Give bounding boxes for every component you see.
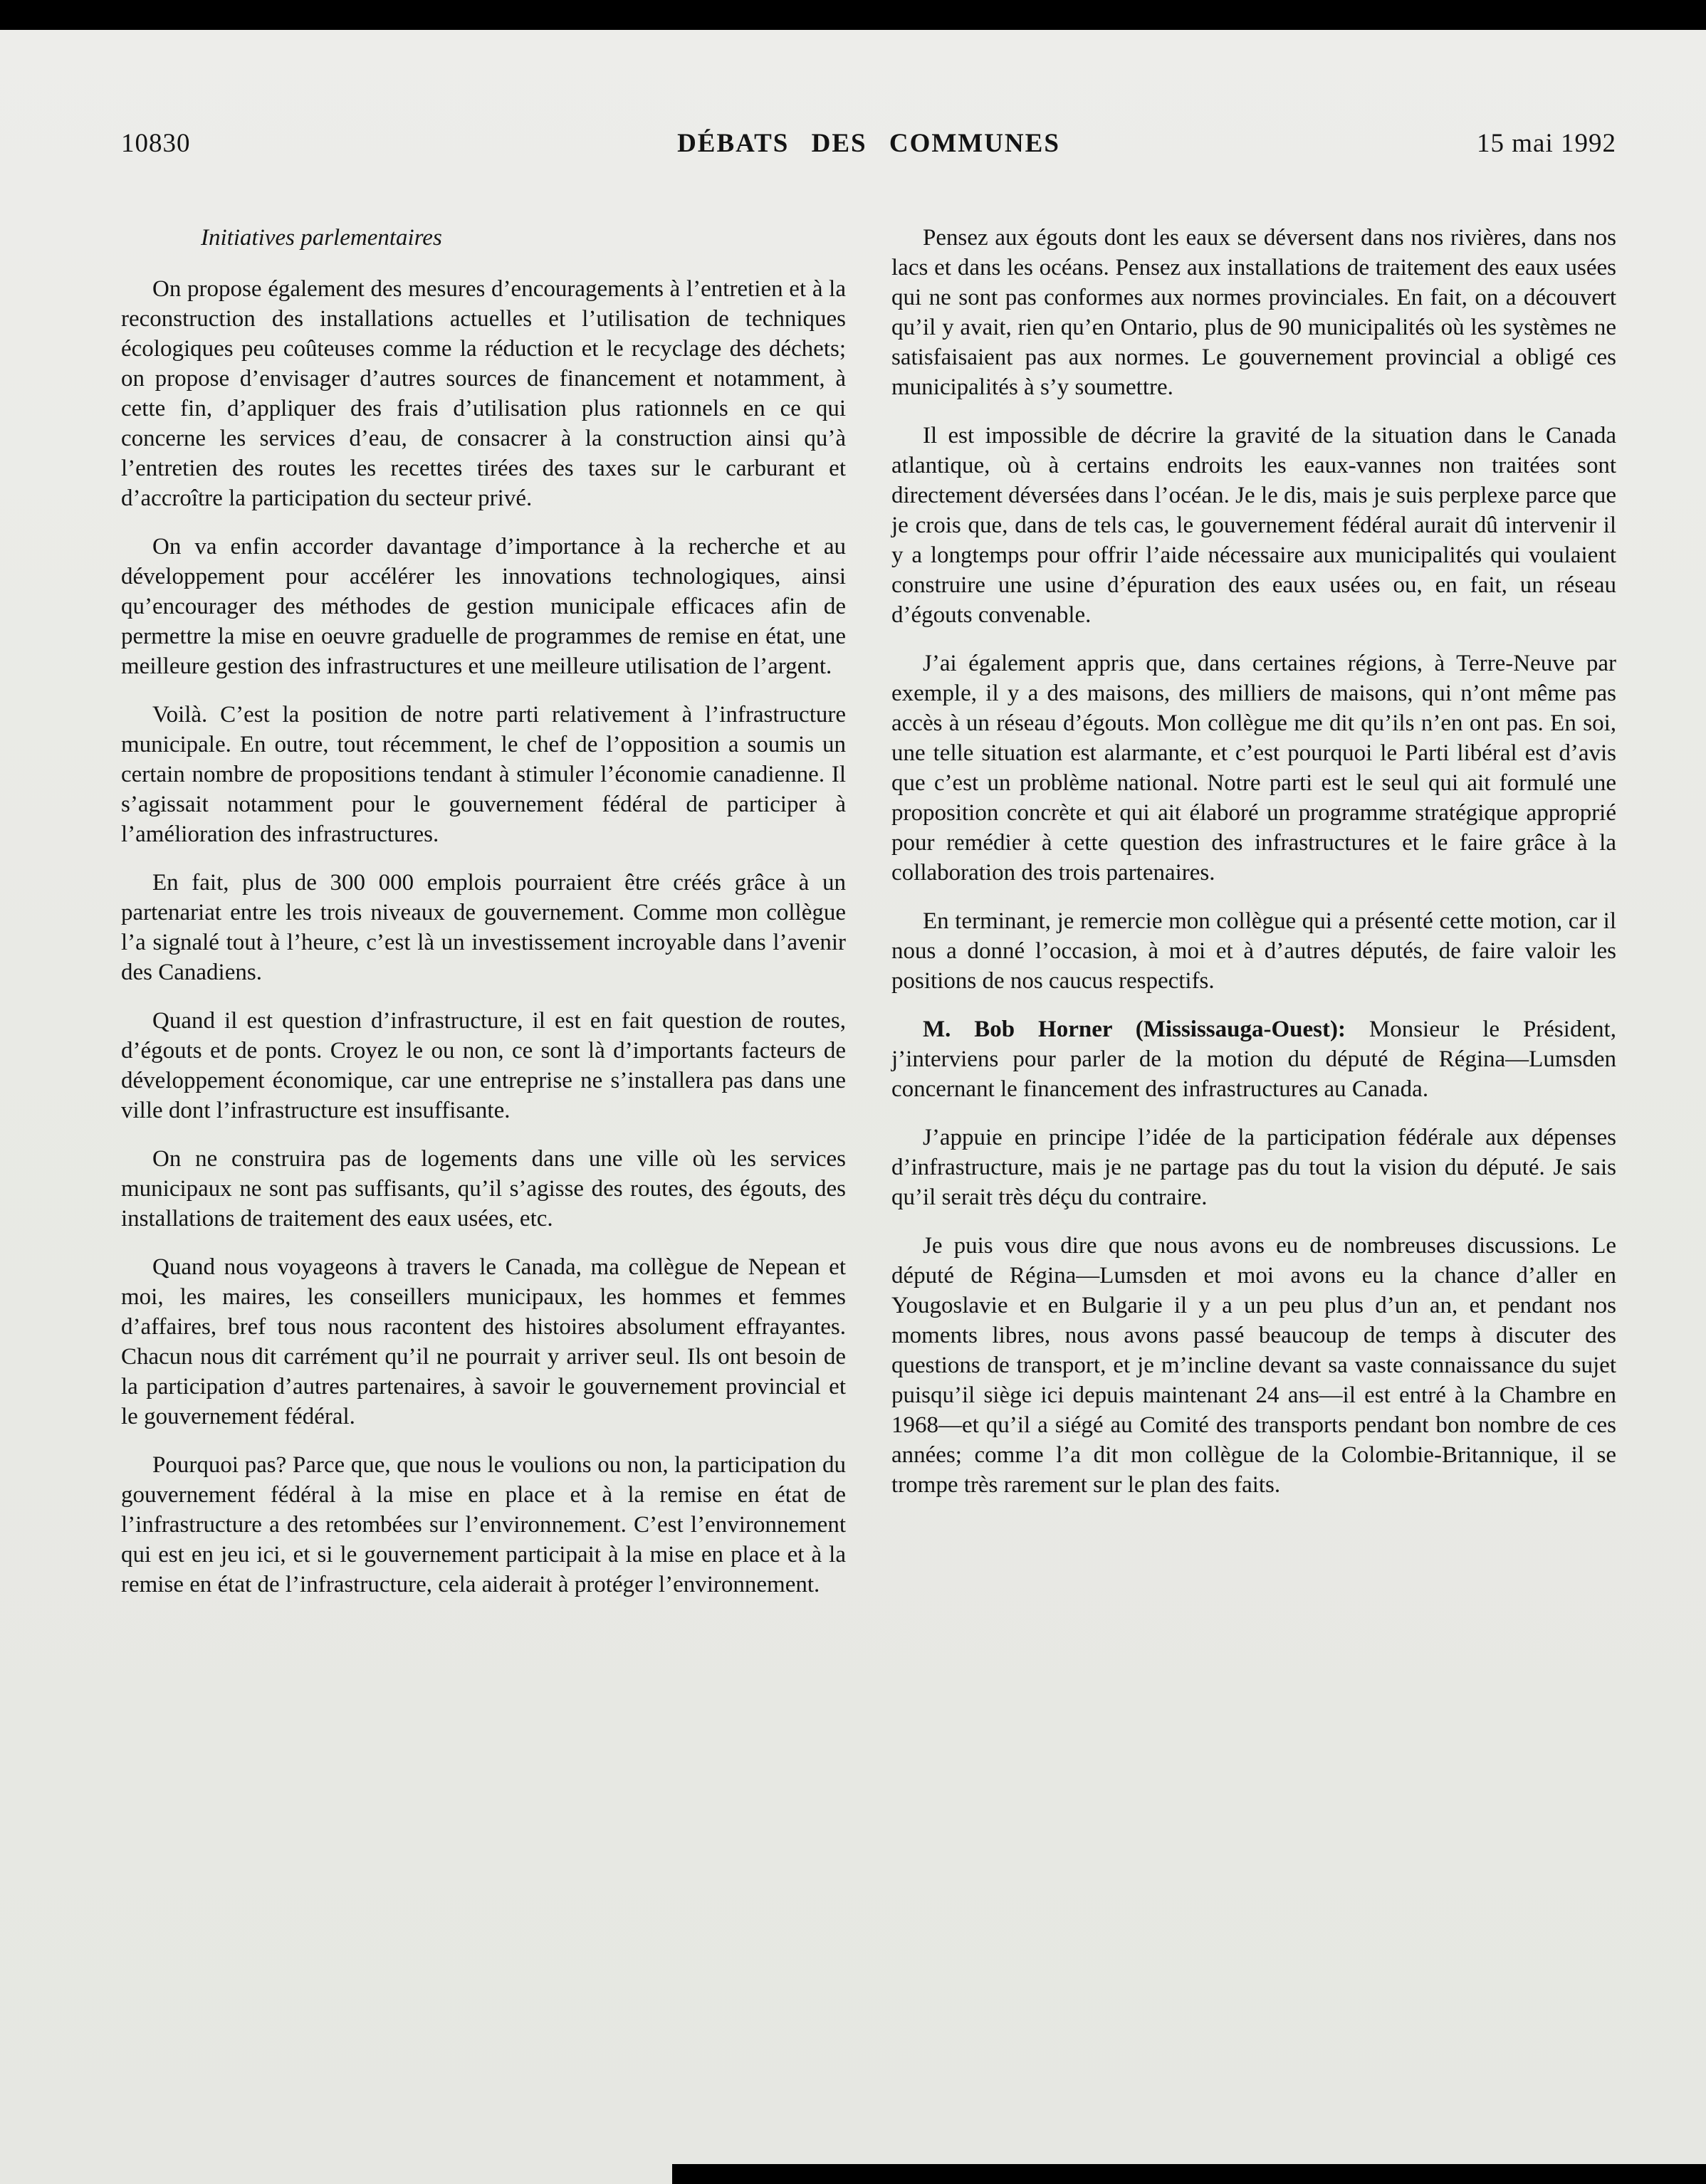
paragraph: Quand il est question d’infrastructure, il est en fait question de routes, d’égouts et de ponts. Croyez le ou non, ce sont là d’importants facteurs de développement économique, car une entreprise ne s’installera pas dans une ville dont l’infrastructure est insuffisante.	[121, 1007, 846, 1123]
speaker-name: M. Bob Horner (Mississauga-Ouest):	[923, 1016, 1346, 1042]
page-header	[121, 130, 1616, 159]
section-heading: Initiatives parlementaires	[201, 224, 442, 251]
paragraph: En fait, plus de 300 000 emplois pourraient être créés grâce à un partenariat entre les trois niveaux de gouvernement. Comme mon collègue l’a signalé tout à l’heure, c’est là un investissement incroyable dans l’avenir des Canadiens.	[121, 869, 846, 985]
right-column	[891, 223, 1616, 1618]
header-title: DÉBATS DES COMMUNES	[677, 129, 1060, 158]
left-column	[121, 223, 846, 1618]
paragraph: En terminant, je remercie mon collègue qui a présenté cette motion, car il nous a donné l’occasion, à moi et à d’autres députés, de faire valoir les positions de nos caucus respectifs.	[891, 908, 1616, 994]
paragraph: Je puis vous dire que nous avons eu de nombreuses discussions. Le député de Régina—Lumsden et moi avons eu la chance d’aller en Yougoslavie et en Bulgarie il y a un peu plus d’un an, et pendant nos moments libres, nous avons passé beaucoup de temps à discuter des questions de transport, et je m’incline devant sa vaste connaissance du sujet puisqu’il siège ici depuis maintenant 24 ans—il est entré à la Chambre en 1968—et qu’il a siégé au Comité des transports pendant bon nombre de ces années; comme l’a dit mon collègue de la Colombie-Britannique, il se trompe très rarement sur le plan des faits.	[891, 1232, 1616, 1498]
page-number: 10830	[121, 129, 191, 158]
paragraph: Il est impossible de décrire la gravité de la situation dans le Canada atlantique, où à certains endroits les eaux-vannes non traitées sont directement déversées dans l’océan. Je le dis, mais je suis perplexe parce que je crois que, dans de tels cas, le gouvernement fédéral aurait dû intervenir il y a longtemps pour offrir l’aide nécessaire aux municipalités qui voulaient construire une usine d’épuration des eaux usées ou, en fait, un réseau d’égouts convenable.	[891, 422, 1616, 628]
two-column-text	[121, 223, 1616, 1618]
paragraph: On va enfin accorder davantage d’importance à la recherche et au développement pour accélérer les innovations technologiques, ainsi qu’encourager des méthodes de gestion municipale efficaces afin de permettre la mise en oeuvre graduelle de programmes de remise en état, une meilleure gestion des infrastructures et une meilleure utilisation de l’argent.	[121, 533, 846, 679]
paragraph: J’ai également appris que, dans certaines régions, à Terre-Neuve par exemple, il y a des maisons, des milliers de maisons, qui n’ont même pas accès à un réseau d’égouts. Mon collègue me dit qu’ils n’en ont pas. En soi, une telle situation est alarmante, et c’est pourquoi le Parti libéral est d’avis que c’est un problème national. Notre parti est le seul qui ait formulé une proposition concrète et qui ait élaboré un programme stratégique approprié pour remédier à cette question des infrastructures et le faire grâce à la collaboration des trois partenaires.	[891, 650, 1616, 886]
speaker-text: Monsieur le Président, j’interviens pour parler de la motion du député de Régina—Lumsden concernant le financement des infrastructures au Canada.	[891, 1016, 1617, 1102]
paragraph: J’appuie en principe l’idée de la participation fédérale aux dépenses d’infrastructure, mais je ne partage pas du tout la vision du député. Je sais qu’il serait très déçu du contraire.	[891, 1124, 1616, 1210]
scan-border-bottom	[672, 2164, 1706, 2184]
paragraph: Pensez aux égouts dont les eaux se déversent dans nos rivières, dans nos lacs et dans les océans. Pensez aux installations de traitement des eaux usées qui ne sont pas conformes aux normes provinciales. En fait, on a découvert qu’il y avait, rien qu’en Ontario, plus de 90 municipalités où les systèmes ne satisfaisaient pas aux normes. Le gouvernement provincial a obligé ces municipalités à s’y soumettre.	[891, 224, 1616, 400]
speaker-paragraph	[891, 1014, 1616, 1104]
paragraph: On ne construira pas de logements dans une ville où les services municipaux ne sont pas suffisants, qu’il s’agisse des routes, des égouts, des installations de traitement des eaux usées, etc.	[121, 1145, 846, 1232]
paragraph: On propose également des mesures d’encouragements à l’entretien et à la reconstruction des installations actuelles et l’utilisation de techniques écologiques peu coûteuses comme la réduction et le recyclage des déchets; on propose d’envisager d’autres sources de financement et notamment, à cette fin, d’appliquer des frais d’utilisation plus rationnels en ce qui concerne les services d’eau, de consacrer à la construction ainsi qu’à l’entretien des routes les recettes tirées des taxes sur le carburant et d’accroître la participation du secteur privé.	[121, 275, 846, 511]
paragraph: Quand nous voyageons à travers le Canada, ma collègue de Nepean et moi, les maires, les conseillers municipaux, les hommes et femmes d’affaires, bref tous nous racontent des histoires absolument effrayantes. Chacun nous dit carrément qu’il ne pourrait y arriver seul. Ils ont besoin de la participation d’autres partenaires, à savoir le gouvernement provincial et le gouvernement fédéral.	[121, 1254, 846, 1429]
paragraph: Voilà. C’est la position de notre parti relativement à l’infrastructure municipale. En outre, tout récemment, le chef de l’opposition a soumis un certain nombre de propositions tendant à stimuler l’économie canadienne. Il s’agissait notamment pour le gouvernement fédéral de participer à l’amélioration des infrastructures.	[121, 701, 846, 847]
paragraph: Pourquoi pas? Parce que, que nous le voulions ou non, la participation du gouvernement fédéral à la mise en place et à la remise en état de l’infrastructure a des retombées sur l’environnement. C’est l’environnement qui est en jeu ici, et si le gouvernement participait à la mise en place et à la remise en état de l’infrastructure, cela aiderait à protéger l’environnement.	[121, 1451, 846, 1597]
header-date: 15 mai 1992	[1477, 129, 1616, 158]
